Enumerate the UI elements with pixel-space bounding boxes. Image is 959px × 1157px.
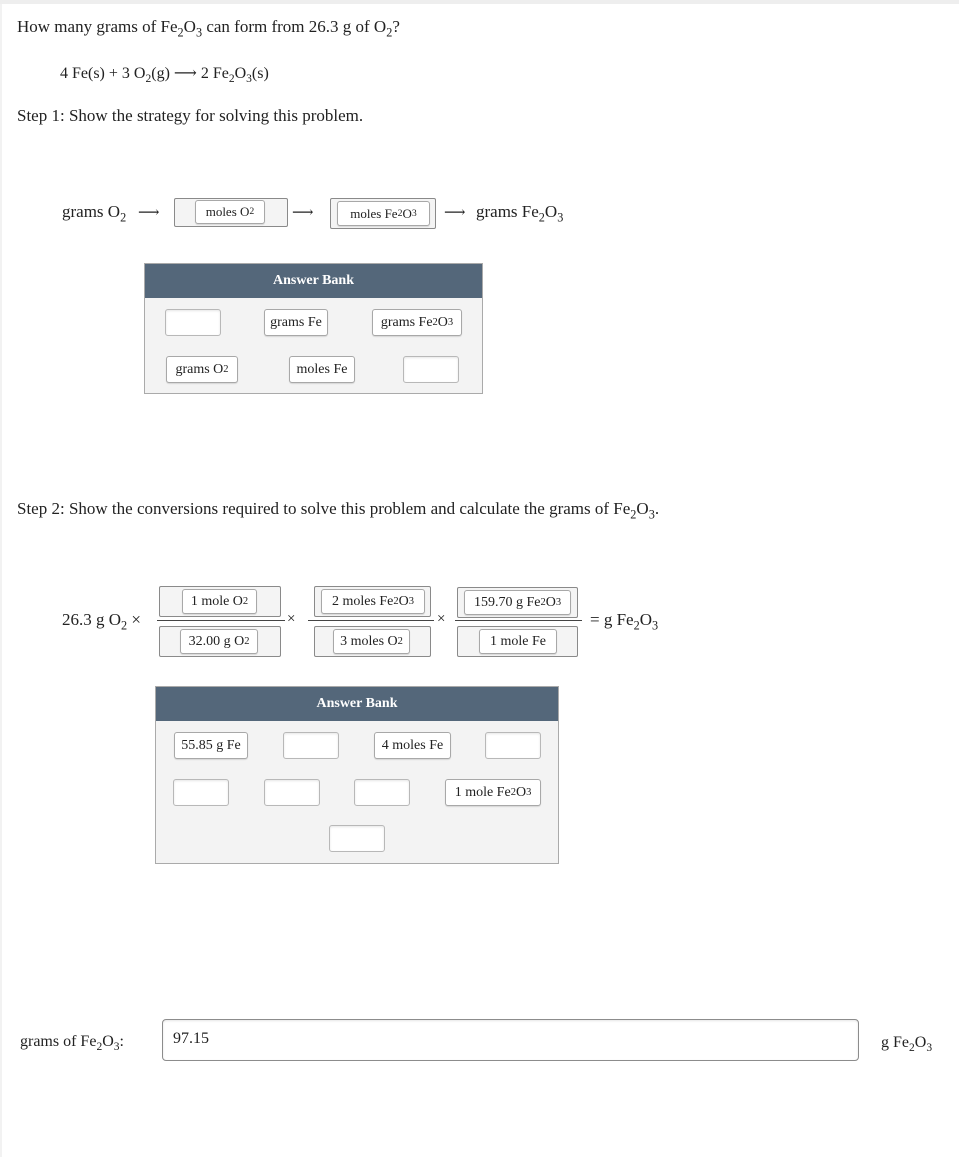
answer-unit-text: O bbox=[914, 1034, 927, 1051]
answer-value: 97.15 bbox=[173, 1030, 209, 1047]
conversion-start-sub: 2 bbox=[121, 618, 128, 633]
reaction-part: 4 Fe(s) + 3 O bbox=[60, 65, 146, 82]
bank2-empty-tile bbox=[329, 825, 385, 852]
bank2-empty-tile bbox=[283, 732, 339, 759]
tile-text: O bbox=[402, 205, 412, 221]
fraction-bar bbox=[157, 620, 285, 621]
question-sub: 2 bbox=[177, 25, 184, 40]
answer-unit-sub: 2 bbox=[909, 1042, 915, 1055]
strategy-end-text: grams Fe bbox=[476, 202, 539, 221]
reaction-sub: 2 bbox=[145, 73, 152, 86]
strategy-end-sub: 2 bbox=[538, 210, 545, 225]
question-sub: 3 bbox=[195, 25, 203, 40]
question-middle: can form from 26.3 g of O bbox=[202, 17, 387, 36]
conversion-start-text: 26.3 g O bbox=[62, 610, 122, 629]
reaction-part: (s) bbox=[251, 65, 269, 82]
answer-input[interactable] bbox=[162, 1019, 859, 1061]
arrow-icon: ⟶ bbox=[138, 205, 160, 221]
answer-bank-title: Answer Bank bbox=[145, 264, 482, 298]
tile-text: 4 moles Fe bbox=[381, 737, 444, 753]
tile-moles-fe[interactable] bbox=[289, 356, 355, 383]
tile-text: grams Fe bbox=[270, 314, 322, 330]
answer-label-sub: 3 bbox=[113, 1041, 120, 1054]
bank2-empty-tile bbox=[485, 732, 541, 759]
step1-title: Step 1: Show the strategy for solving this problem. bbox=[17, 106, 364, 125]
conversion-start bbox=[62, 610, 141, 633]
step2-title bbox=[17, 499, 660, 522]
tile-text: O bbox=[437, 314, 448, 330]
tile-1-mole-o2[interactable]: 1 mole O 2 bbox=[182, 589, 257, 614]
times-icon: × bbox=[287, 611, 296, 627]
tile-text: grams O bbox=[175, 361, 224, 377]
tile-text: 2 moles Fe bbox=[331, 593, 394, 609]
top-border bbox=[0, 0, 959, 4]
answer-label bbox=[20, 1033, 124, 1054]
answer-unit-text: g Fe bbox=[881, 1034, 909, 1051]
answer-label-sub: 2 bbox=[96, 1041, 103, 1054]
times-icon: × bbox=[131, 610, 141, 629]
bank1-empty-tile bbox=[403, 356, 459, 383]
tile-grams-o2[interactable]: grams O 2 bbox=[166, 356, 238, 383]
result-text: = g Fe bbox=[590, 610, 634, 629]
strategy-start bbox=[62, 202, 127, 225]
tile-grams-fe2o3[interactable]: grams Fe 2 O 3 bbox=[372, 309, 462, 336]
bank2-empty-tile bbox=[264, 779, 320, 806]
question-prefix: How many grams of Fe bbox=[17, 17, 178, 36]
reaction-sub: 2 bbox=[228, 73, 235, 86]
tile-text: 1 mole O bbox=[190, 593, 243, 609]
tile-text: 1 mole Fe bbox=[490, 633, 546, 649]
strategy-end-sub: 3 bbox=[557, 210, 564, 225]
arrow-icon: ⟶ bbox=[444, 205, 466, 221]
tile-text: 3 moles O bbox=[340, 633, 398, 649]
step2-title-sub: 3 bbox=[648, 507, 655, 522]
tile-2-moles-fe2o3[interactable]: 2 moles Fe 2 O 3 bbox=[321, 589, 425, 614]
step2-title-text: . bbox=[654, 499, 660, 518]
left-border bbox=[0, 4, 2, 1157]
bank1-empty-tile bbox=[165, 309, 221, 336]
answer-label-text: grams of Fe bbox=[20, 1033, 97, 1050]
tile-text: moles Fe bbox=[350, 205, 398, 221]
question-suffix: ? bbox=[392, 17, 400, 36]
tile-32-g-o2[interactable]: 32.00 g O 2 bbox=[180, 629, 258, 654]
tile-3-moles-o2[interactable]: 3 moles O 2 bbox=[333, 629, 410, 654]
tile-moles-fe2o3[interactable]: moles Fe 2 O 3 bbox=[337, 201, 430, 226]
fraction-bar bbox=[455, 620, 582, 621]
tile-text: moles O bbox=[205, 204, 250, 219]
strategy-end-text: O bbox=[544, 202, 558, 221]
strategy-start-sub: 2 bbox=[120, 210, 127, 225]
tile-moles-o2[interactable]: moles O 2 bbox=[195, 200, 265, 224]
times-icon: × bbox=[437, 611, 446, 627]
step2-title-sub: 2 bbox=[630, 507, 637, 522]
reaction-part: O bbox=[234, 65, 247, 82]
tile-1-mole-fe[interactable] bbox=[479, 629, 557, 654]
question-sub: 2 bbox=[386, 25, 393, 40]
bank2-empty-tile bbox=[354, 779, 410, 806]
bank2-empty-tile bbox=[173, 779, 229, 806]
reaction-equation bbox=[60, 63, 269, 86]
tile-1-mole-fe2o3[interactable]: 1 mole Fe 2 O 3 bbox=[445, 779, 541, 806]
question-text bbox=[17, 17, 400, 40]
conversion-result bbox=[590, 610, 659, 633]
tile-text: 55.85 g Fe bbox=[181, 737, 241, 753]
tile-55-85-g-fe[interactable] bbox=[174, 732, 248, 759]
tile-4-moles-fe[interactable] bbox=[374, 732, 451, 759]
tile-159-g-fe2o3[interactable]: 159.70 g Fe 2 O 3 bbox=[464, 590, 571, 615]
step2-title-text: Step 2: Show the conversions required to solve this problem and calculate the grams of Fe bbox=[17, 499, 631, 518]
strategy-start-text: grams O bbox=[62, 202, 121, 221]
answer-label-text: O bbox=[102, 1033, 114, 1050]
tile-text: O bbox=[545, 594, 556, 610]
reaction-sub: 3 bbox=[246, 73, 252, 86]
answer-bank-title: Answer Bank bbox=[156, 687, 558, 721]
strategy-end bbox=[476, 202, 564, 225]
tile-text: grams Fe bbox=[380, 314, 433, 330]
fraction-bar bbox=[308, 620, 434, 621]
result-sub: 3 bbox=[652, 618, 659, 633]
result-sub: 2 bbox=[633, 618, 640, 633]
tile-text: O bbox=[515, 784, 527, 800]
step2-title-text: O bbox=[636, 499, 649, 518]
result-text: O bbox=[639, 610, 652, 629]
arrow-icon: ⟶ bbox=[292, 205, 314, 221]
tile-text: 159.70 g Fe bbox=[473, 594, 541, 610]
answer-unit-sub: 3 bbox=[926, 1042, 933, 1055]
answer-label-text: : bbox=[119, 1033, 124, 1050]
question-o: O bbox=[183, 17, 196, 36]
reaction-part: (g) ⟶ 2 Fe bbox=[151, 65, 229, 82]
tile-text: 32.00 g O bbox=[188, 633, 245, 649]
tile-text: O bbox=[398, 593, 409, 609]
tile-text: 1 mole Fe bbox=[454, 784, 511, 800]
answer-unit bbox=[881, 1034, 933, 1055]
tile-text: moles Fe bbox=[296, 361, 348, 377]
tile-grams-fe[interactable] bbox=[264, 309, 328, 336]
